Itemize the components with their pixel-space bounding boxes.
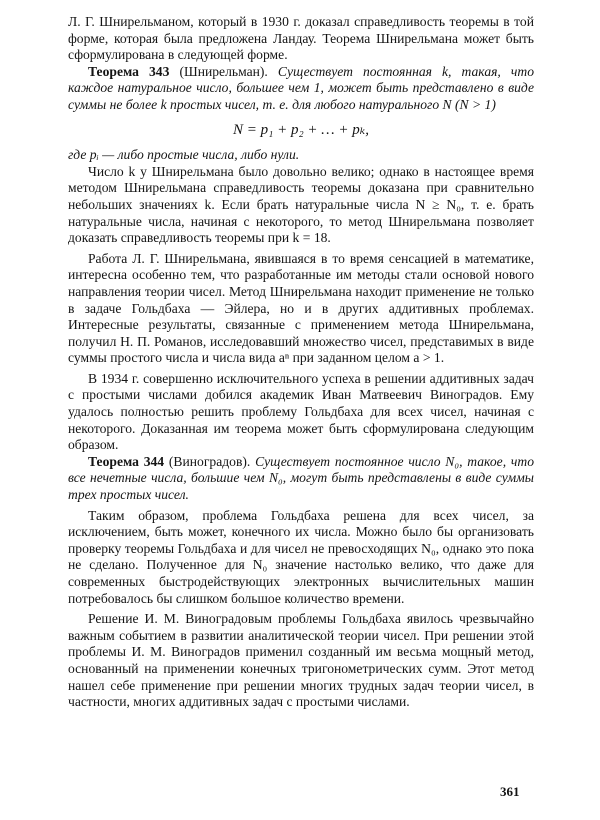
theorem-344-statement: Существует постоянное число N₀, такое, что все нечетные числа, большие чем N₀, могут быть представлены в виде суммы трех простых чисел. (68, 453, 534, 503)
theorem-344-label: Теорема 344 (88, 453, 165, 469)
page-body (68, 14, 534, 711)
paragraph-goldbach-solved: Таким образом, проблема Гольдбаха решена для всех чисел, за исключением, быть может, конечного их числа. Можно было бы организовать проверку теоремы Гольдбаха и для чисел не превосходящих N₀, однако это пока не сделано. Полученное для N₀ значение настолько велико, что даже для современных быстродействующих электронных вычислительных машин потребовалось бы слишком большое количество времени. (68, 507, 534, 606)
theorem-343-note: где pᵢ — либо простые числа, либо нули. (68, 147, 300, 163)
theorem-344 (68, 454, 534, 504)
paragraph-vinogradov-method: Решение И. М. Виноградовым проблемы Гольдбаха явилось чрезвычайно важным событием в развитии аналитической теории чисел. При решении этой проблемы И. М. Виноградов применил созданный им весьма мощный метод, основанный на применении конечных тригонометрических сумм. Этот метод нашел себе применение при решении многих трудных задач теории чисел, в частности, многих аддитивных задач с простыми числами. (68, 611, 534, 710)
theorem-344-author: (Виноградов). (164, 453, 256, 469)
theorem-343-formula: N = p₁ + p₂ + … + pₖ, (233, 121, 369, 138)
page-number: 361 (500, 784, 520, 799)
theorem-343-statement: Существует постоянная k, такая, что каждое натуральное число, большее чем 1, может быть представлено в виде суммы не более k простых чисел, т. е. для любого натурального N (N > 1) (68, 63, 534, 112)
theorem-343-author: (Шнирельман). (169, 63, 278, 79)
paragraph-vinogradov-1934: В 1934 г. совершенно исключительного успеха в решении аддитивных задач с простыми числами добился академик Иван Матвеевич Виноградов. Ему удалось полностью решить проблему Гольдбаха для всех чисел, начиная с некоторого. Доказанная им теорема может быть сформулирована следующим образом. (68, 370, 534, 453)
paragraph-intro: Л. Г. Шнирельманом, который в 1930 г. доказал справедливость теоремы в той форме, которая была предложена Ландау. Теорема Шнирельмана может быть сформулирована в следующей форме. (68, 14, 534, 63)
paragraph-constant-k: Число k у Шнирельмана было довольно велико; однако в настоящее время методом Шнирельмана справедливость теоремы доказана при сравнительно небольших значениях k. Если брать натуральные числа N ≥ N₀, т. е. брать натуральные числа, начиная с некоторого, то метод Шнирельмана позволяет доказать справедливость теоремы при k = 18. (68, 163, 534, 246)
theorem-343-label: Теорема 343 (88, 63, 170, 79)
paragraph-schnirelmann-work: Работа Л. Г. Шнирельмана, явившаяся в то время сенсацией в математике, интересна особенно тем, что разработанные им методы стали основой нового направления теории чисел. Метод Шнирельмана находит применение не только в задаче Гольдбаха — Эйлера, но и в других аддитивных проблемах. Интересные результаты, связанные с применением метода Шнирельмана, получил Н. П. Романов, исследовавший множество чисел, представимых в виде суммы простого числа и числа вида aⁿ при заданном целом a > 1. (68, 250, 534, 366)
theorem-343 (68, 64, 534, 114)
